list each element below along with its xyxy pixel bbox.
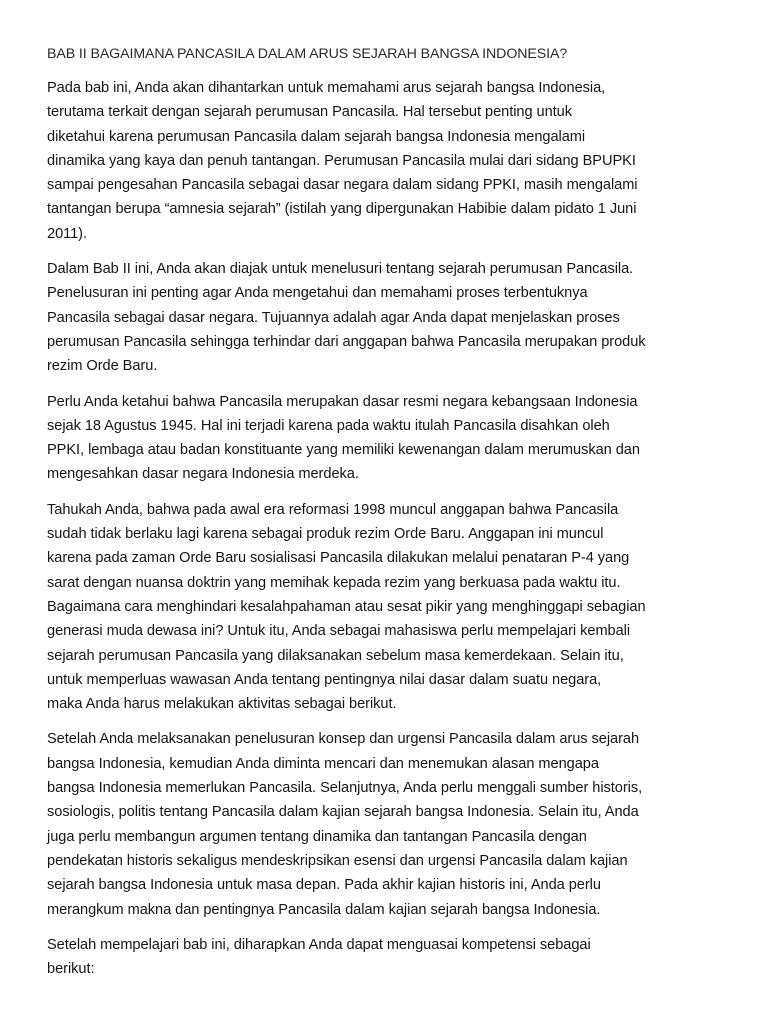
paragraph-dasar-resmi — [47, 390, 737, 487]
text-line: Setelah mempelajari bab ini, diharapkan Anda dapat menguasai kompetensi sebagai — [47, 936, 591, 953]
paragraph-penelusuran — [47, 727, 737, 921]
text-line: Perlu Anda ketahui bahwa Pancasila merupakan dasar resmi negara kebangsaan Indonesia — [47, 393, 638, 410]
text-line: terutama terkait dengan sejarah perumusan Pancasila. Hal tersebut penting untuk — [47, 104, 572, 121]
text-line: Setelah Anda melaksanakan penelusuran konsep dan urgensi Pancasila dalam arus sejarah — [47, 731, 640, 748]
paragraph-reformasi — [47, 498, 737, 717]
text-line: juga perlu membangun argumen tentang dinamika dan tantangan Pancasila dengan — [47, 828, 587, 845]
text-line: perumusan Pancasila sehingga terhindar dari anggapan bahwa Pancasila merupakan produk — [47, 333, 646, 350]
text-line: karena pada zaman Orde Baru sosialisasi Pancasila dilakukan melalui penataran P-4 yang — [47, 550, 630, 567]
text-line: tantangan berupa “amnesia sejarah” (istilah yang dipergunakan Habibie dalam pidato 1 Juni — [47, 201, 637, 218]
text-line: sosiologis, politis tentang Pancasila dalam kajian sejarah bangsa Indonesia. Selain itu, Anda — [47, 804, 639, 821]
text-line: sampai pengesahan Pancasila sebagai dasar negara dalam sidang PPKI, masih mengalami — [47, 177, 638, 194]
text-line: berikut: — [47, 961, 95, 978]
text-line: Dalam Bab II ini, Anda akan diajak untuk menelusuri tentang sejarah perumusan Pancasila. — [47, 261, 634, 278]
text-line: diketahui karena perumusan Pancasila dalam sejarah bangsa Indonesia mengalami — [47, 128, 586, 145]
text-line: merangkum makna dan pentingnya Pancasila dalam kajian sejarah bangsa Indonesia. — [47, 901, 601, 918]
text-line: dinamika yang kaya dan penuh tantangan. Perumusan Pancasila mulai dari sidang BPUPKI — [47, 152, 636, 169]
paragraph-kompetensi — [47, 933, 737, 982]
text-line: bangsa Indonesia memerlukan Pancasila. Selanjutnya, Anda perlu menggali sumber historis, — [47, 780, 643, 797]
text-line: sejak 18 Agustus 1945. Hal ini terjadi karena pada waktu itulah Pancasila disahkan oleh — [47, 417, 610, 434]
paragraph-bab-ii — [47, 257, 737, 378]
paragraph-intro — [47, 76, 737, 246]
document-page — [47, 44, 737, 992]
text-line: untuk memperluas wawasan Anda tentang pentingnya nilai dasar dalam suatu negara, — [47, 671, 602, 688]
text-line: sarat dengan nuansa doktrin yang memihak kepada rezim yang berkuasa pada waktu itu. — [47, 574, 621, 591]
text-line: Pada bab ini, Anda akan dihantarkan untuk memahami arus sejarah bangsa Indonesia, — [47, 80, 606, 96]
text-line: bangsa Indonesia, kemudian Anda diminta mencari dan menemukan alasan mengapa — [47, 755, 599, 772]
text-line: pendekatan historis sekaligus mendeskripsikan esensi dan urgensi Pancasila dalam kajian — [47, 852, 628, 869]
text-line: sejarah bangsa Indonesia untuk masa depan. Pada akhir kajian historis ini, Anda perlu — [47, 877, 601, 894]
text-line: mengesahkan dasar negara Indonesia merdeka. — [47, 466, 359, 483]
text-line: sejarah perumusan Pancasila yang dilaksanakan sebelum masa kemerdekaan. Selain itu, — [47, 647, 624, 664]
text-line: Bagaimana cara menghindari kesalahpahaman atau sesat pikir yang menghinggapi sebagian — [47, 598, 646, 615]
text-line: maka Anda harus melakukan aktivitas sebagai berikut. — [47, 696, 397, 713]
chapter-title: BAB II BAGAIMANA PANCASILA DALAM ARUS SEJARAH BANGSA INDONESIA? — [47, 46, 568, 62]
text-line: Tahukah Anda, bahwa pada awal era reformasi 1998 muncul anggapan bahwa Pancasila — [47, 501, 619, 518]
text-line: sudah tidak berlaku lagi karena sebagai produk rezim Orde Baru. Anggapan ini muncul — [47, 526, 604, 543]
text-line: Pancasila sebagai dasar negara. Tujuannya adalah agar Anda dapat menjelaskan proses — [47, 309, 620, 326]
text-line: PPKI, lembaga atau badan konstituante yang memiliki kewenangan dalam merumuskan dan — [47, 442, 640, 459]
text-line: generasi muda dewasa ini? Untuk itu, Anda sebagai mahasiswa perlu mempelajari kembali — [47, 623, 631, 640]
text-line: 2011). — [47, 225, 87, 242]
text-line: rezim Orde Baru. — [47, 358, 158, 375]
text-line: Penelusuran ini penting agar Anda mengetahui dan memahami proses terbentuknya — [47, 285, 588, 302]
